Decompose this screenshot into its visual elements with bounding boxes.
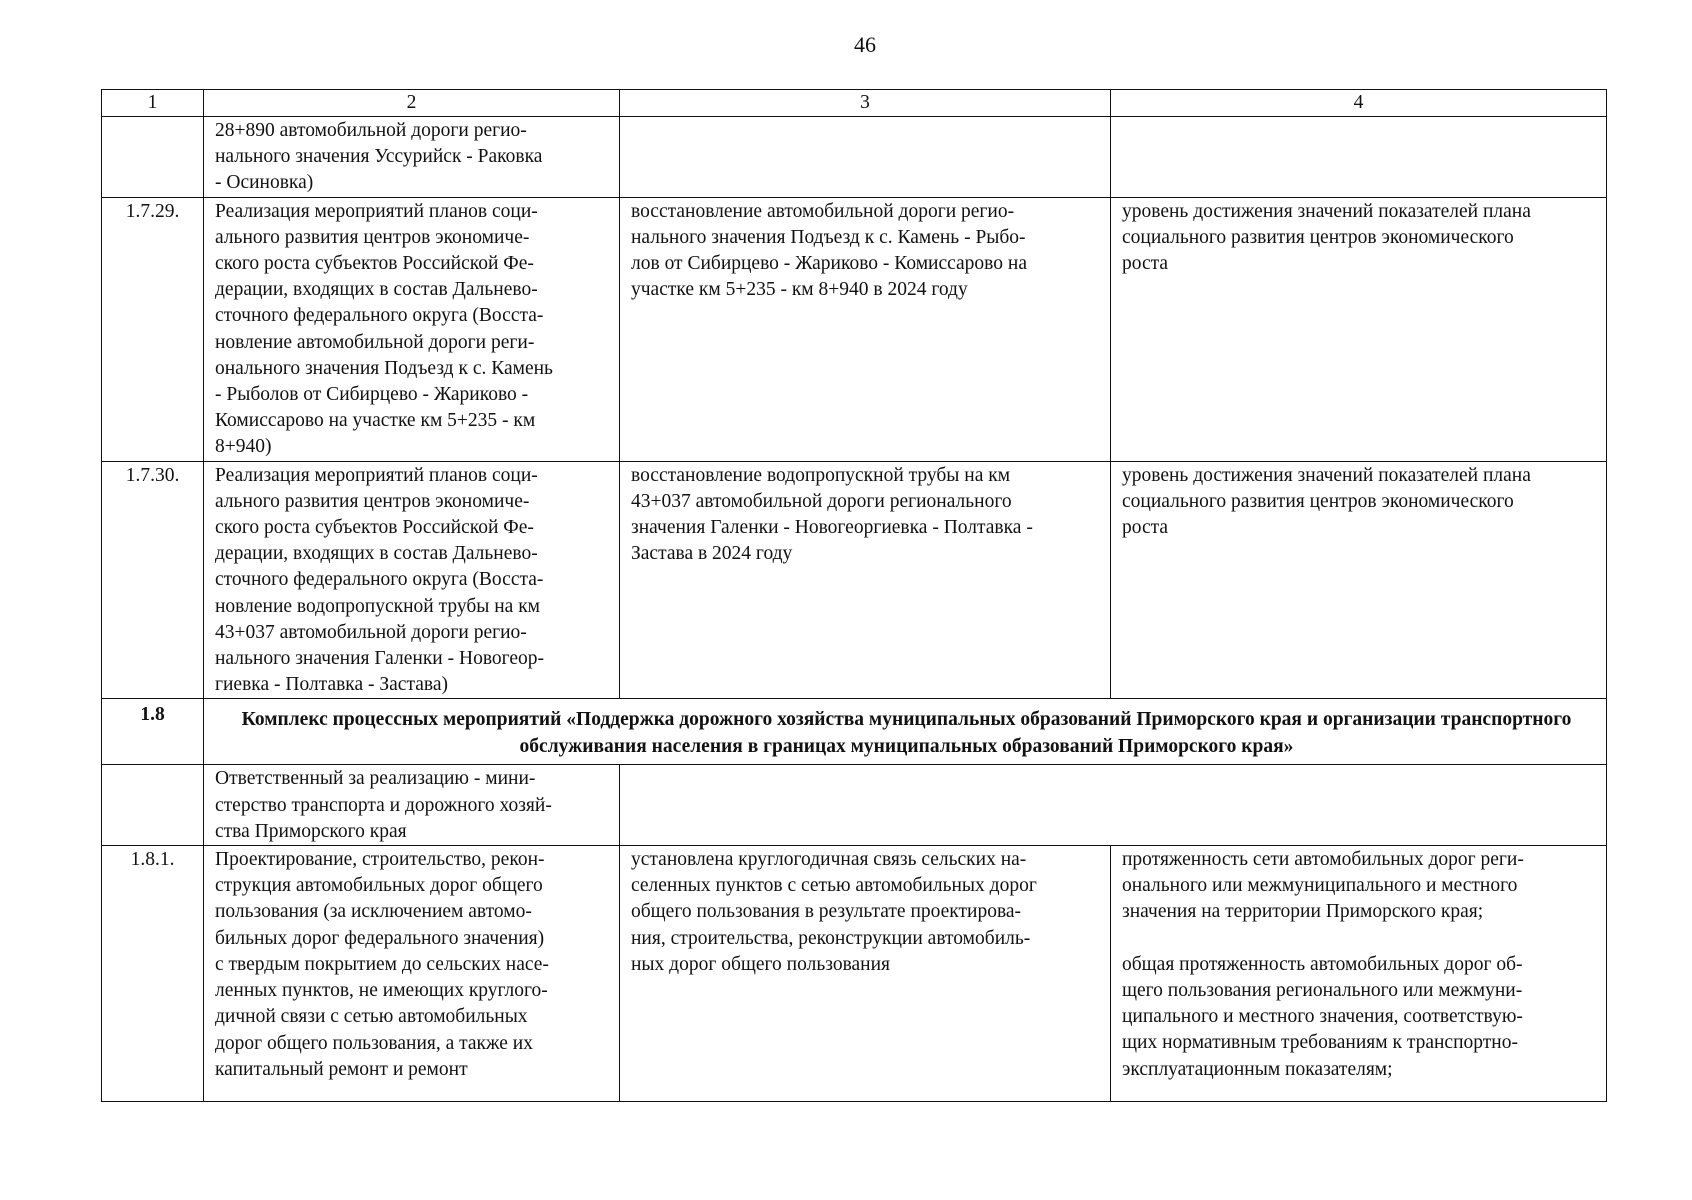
header-cell-2: 2 — [204, 90, 620, 117]
expected-result: восстановление автомобильной дороги регио- нального значения Подъезд к с. Камень - Рыбо- лов от Сибирцево - Жариково - Комиссарово на участке км 5+235 - км 8+940 в 2024 году — [620, 197, 1111, 461]
indicator: уровень достижения значений показателей плана социального развития центров экономического роста — [1111, 197, 1607, 461]
table-row — [102, 846, 1607, 1102]
expected-result: восстановление водопропускной трубы на км 43+037 автомобильной дороги регионального значения Галенки - Новогеоргиевка - Полтавка - Застава в 2024 году — [620, 461, 1111, 699]
row-number: 1.8.1. — [102, 846, 204, 1102]
indicator — [1111, 846, 1607, 1102]
header-cell-4: 4 — [1111, 90, 1607, 117]
section-title: Комплекс процессных мероприятий «Поддержка дорожного хозяйства муниципальных образований Приморского края и организации транспортного обслуживания населения в границах муниципальных образований Приморского края» — [204, 699, 1607, 765]
measure-description: Реализация мероприятий планов соци- ального развития центров экономиче- ского роста субъектов Российской Фе- дерации, входящих в состав Дальнево- сточного федерального округа (Восста- новление автомобильной дороги реги- онального значения Подъезд к с. Камень - Рыболов от Сибирцево - Жариково - Комиссарово на участке км 5+235 - км 8+940) — [204, 197, 620, 461]
table-row — [102, 117, 1607, 198]
expected-result — [620, 117, 1111, 198]
indicator — [1111, 117, 1607, 198]
header-cell-1: 1 — [102, 90, 204, 117]
table-row — [102, 461, 1607, 699]
document-table — [101, 89, 1607, 1102]
indicator-part-1: протяженность сети автомобильных дорог реги- онального или межмуниципального и местного значения на территории Приморского края; — [1122, 849, 1524, 923]
indicator: уровень достижения значений показателей плана социального развития центров экономического роста — [1111, 461, 1607, 699]
header-cell-3: 3 — [620, 90, 1111, 117]
responsible-text: Ответственный за реализацию - мини- стерство транспорта и дорожного хозяй- ства Приморского края — [204, 765, 620, 846]
indicator-part-2: общая протяженность автомобильных дорог об- щего пользования регионального или межмуни- ципального и местного значения, соответствую- щих нормативным требованиям к транспортно- эксплуатационным показателям; — [1122, 953, 1523, 1080]
section-row — [102, 699, 1607, 765]
responsible-row — [102, 765, 1607, 846]
empty-cell — [620, 765, 1607, 846]
row-number — [102, 765, 204, 846]
measure-description: Реализация мероприятий планов соци- ального развития центров экономиче- ского роста субъектов Российской Фе- дерации, входящих в состав Дальнево- сточного федерального округа (Восста- новление водопропускной трубы на км 43+037 автомобильной дороги регио- нального значения Галенки - Новогеор- гиевка - Полтавка - Застава) — [204, 461, 620, 699]
page-number: 46 — [854, 32, 876, 57]
section-number: 1.8 — [102, 699, 204, 765]
table-header-row — [102, 90, 1607, 117]
measure-description: 28+890 автомобильной дороги регио- нального значения Уссурийск - Раковка - Осиновка) — [204, 117, 620, 198]
expected-result: установлена круглогодичная связь сельских на- селенных пунктов с сетью автомобильных дорог общего пользования в результате проектирова- ния, строительства, реконструкции автомобиль- ных дорог общего пользования — [620, 846, 1111, 1102]
row-number: 1.7.29. — [102, 197, 204, 461]
row-number — [102, 117, 204, 198]
measure-description: Проектирование, строительство, рекон- струкция автомобильных дорог общего пользования (за исключением автомо- бильных дорог федерального значения) с твердым покрытием до сельских насе- ленных пунктов, не имеющих круглого- дичной связи с сетью автомобильных дорог общего пользования, а также их капитальный ремонт и ремонт — [204, 846, 620, 1102]
row-number: 1.7.30. — [102, 461, 204, 699]
table-row — [102, 197, 1607, 461]
